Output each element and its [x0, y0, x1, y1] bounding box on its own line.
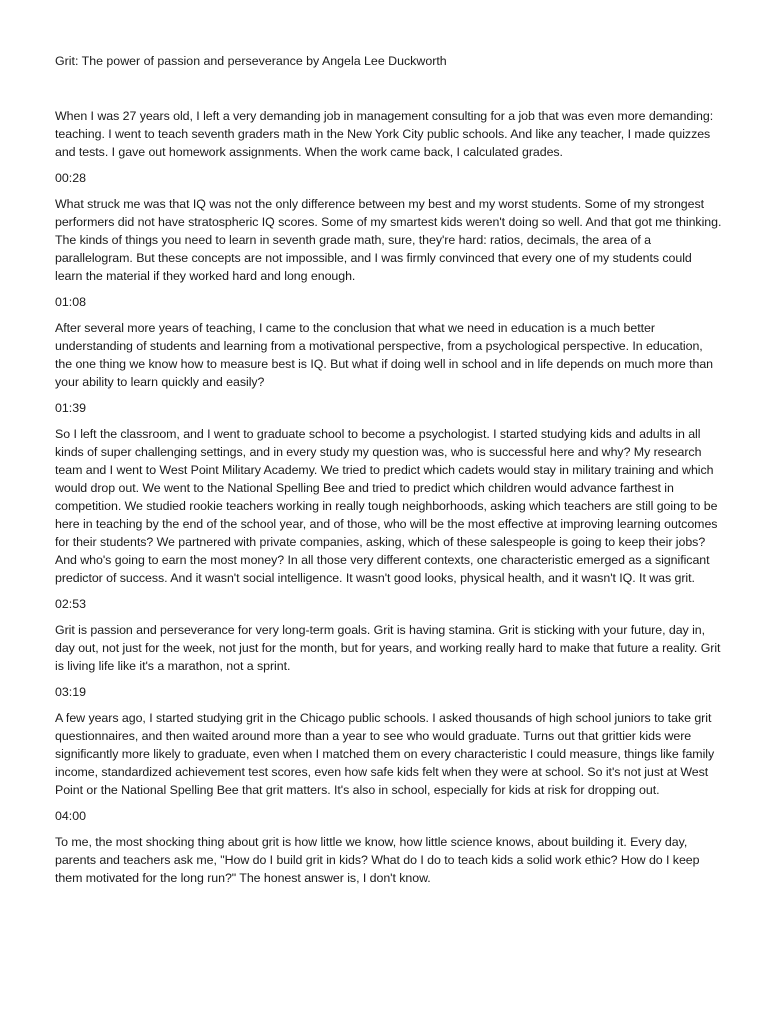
document-title: Grit: The power of passion and perseverance by Angela Lee Duckworth [55, 54, 447, 68]
timestamp-0139: 01:39 [55, 401, 87, 415]
timestamp-0319: 03:19 [55, 685, 87, 699]
timestamp-0400: 04:00 [55, 809, 87, 823]
paragraph-0139: So I left the classroom, and I went to graduate school to become a psychologist. I started studying kids and adults in all kinds of super challenging settings, and in every study my question was, who is successful here and why? My research team and I went to West Point Military Academy. We tried to predict which cadets would stay in military training and which would drop out. We went to the National Spelling Bee and tried to predict which children would advance farthest in competition. We studied rookie teachers working in really tough neighborhoods, asking which teachers are still going to be here in teaching by the end of the school year, and of those, who will be the most effective at improving learning outcomes for their students? We partnered with private companies, asking, which of these salespeople is going to keep their jobs? And who's going to earn the most money? In all those very different contexts, one characteristic emerged as a significant predictor of success. And it wasn't social intelligence. It wasn't good looks, physical health, and it wasn't IQ. It was grit. [55, 427, 718, 585]
paragraph-0319: A few years ago, I started studying grit in the Chicago public schools. I asked thousands of high school juniors to take grit questionnaires, and then waited around more than a year to see who would graduate. Turns out that grittier kids were significantly more likely to graduate, even when I matched them on every characteristic I could measure, things like family income, standardized achievement test scores, even how safe kids felt when they were at school. So it's not just at West Point or the National Spelling Bee that grit matters. It's also in school, especially for kids at risk for dropping out. [55, 711, 715, 797]
paragraph-0028: What struck me was that IQ was not the only difference between my best and my worst students. Some of my strongest performers did not have stratospheric IQ scores. Some of my smartest kids weren't doing so well. And that got me thinking. The kinds of things you need to learn in seventh grade math, sure, they're hard: ratios, decimals, the area of a parallelogram. But these concepts are not impossible, and I was firmly convinced that every one of my students could learn the material if they worked hard and long enough. [55, 197, 722, 283]
timestamp-0108: 01:08 [55, 295, 87, 309]
timestamp-0253: 02:53 [55, 597, 87, 611]
paragraph-0400: To me, the most shocking thing about grit is how little we know, how little science knows, about building it. Every day, parents and teachers ask me, "How do I build grit in kids? What do I do to teach kids a solid work ethic? How do I keep them motivated for the long run?" The honest answer is, I don't know. [55, 835, 700, 885]
paragraph-intro: When I was 27 years old, I left a very demanding job in management consulting for a job that was even more demanding: teaching. I went to teach seventh graders math in the New York City public schools. And like any teacher, I made quizzes and tests. I gave out homework assignments. When the work came back, I calculated grades. [55, 109, 714, 159]
paragraph-0253: Grit is passion and perseverance for very long-term goals. Grit is having stamina. Grit is sticking with your future, day in, day out, not just for the week, not just for the month, but for years, and working really hard to make that future a reality. Grit is living life like it's a marathon, not a sprint. [55, 623, 721, 673]
paragraph-0108: After several more years of teaching, I came to the conclusion that what we need in education is a much better understanding of students and learning from a motivational perspective, from a psychological perspective. In education, the one thing we know how to measure best is IQ. But what if doing well in school and in life depends on much more than your ability to learn quickly and easily? [55, 321, 714, 389]
timestamp-0028: 00:28 [55, 171, 87, 185]
